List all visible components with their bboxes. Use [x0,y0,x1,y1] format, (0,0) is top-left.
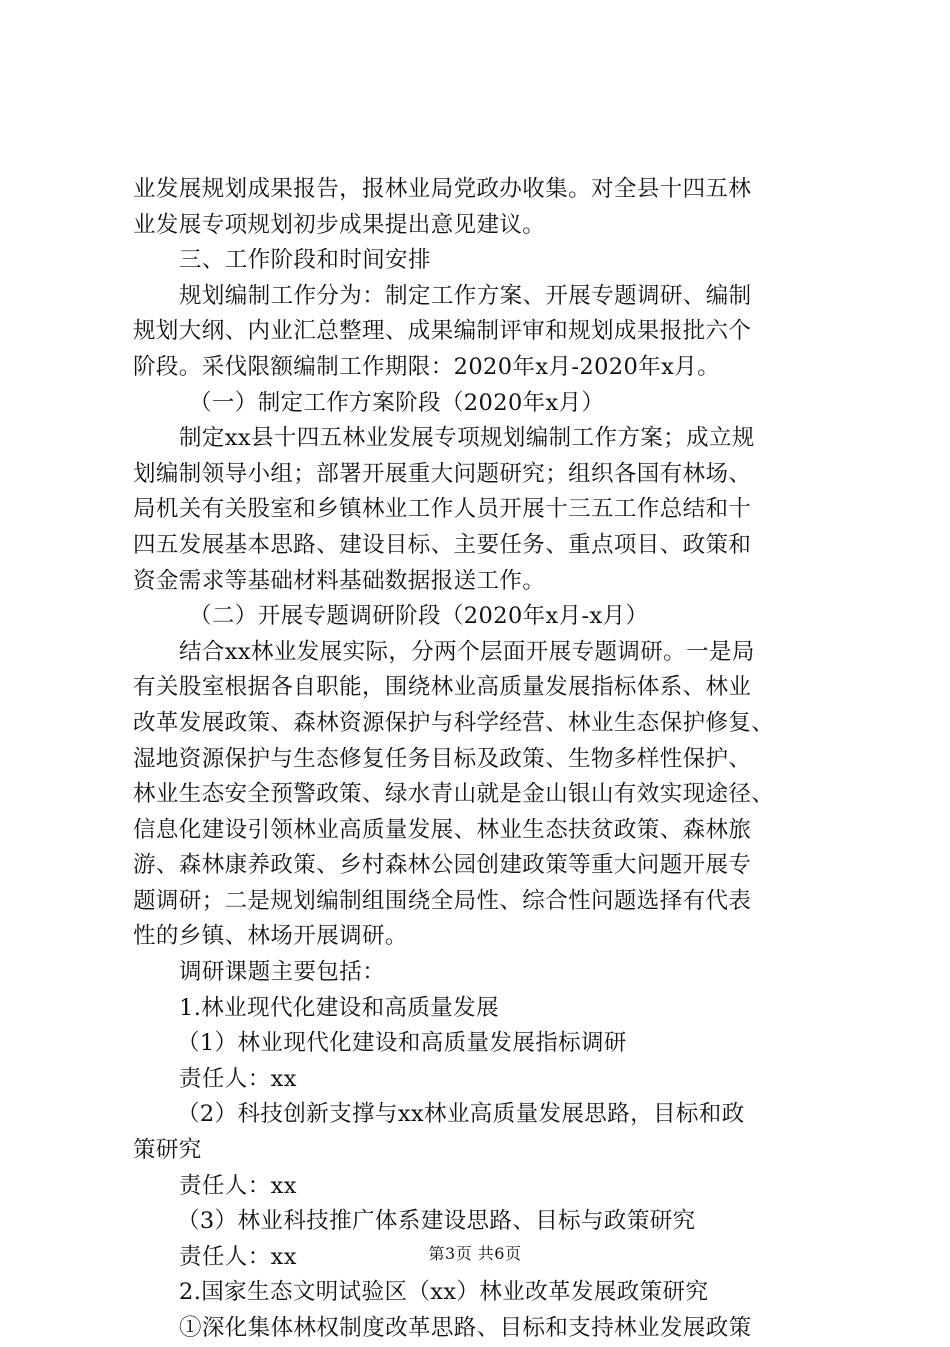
text-line: （2）科技创新支撑与xx林业高质量发展思路，目标和政 [177,1101,745,1128]
text-line: 信息化建设引领林业高质量发展、林业生态扶贫政策、森林旅 [133,816,752,843]
text-line: 资金需求等基础材料基础数据报送工作。 [133,567,546,594]
text-line: 四五发展基本思路、建设目标、主要任务、重点项目、政策和 [133,531,752,558]
text-line: 题调研；二是规划编制组围绕全局性、综合性问题选择有代表 [133,887,752,914]
text-line: 三、工作阶段和时间安排 [179,247,431,274]
text-line: 性的乡镇、林场开展调研。 [133,923,408,950]
text-line: 责任人：xx [179,1065,297,1092]
text-line: 制定xx县十四五林业发展专项规划编制工作方案；成立规 [179,425,755,452]
text-line: 划编制领导小组；部署开展重大问题研究；组织各国有林场、 [133,460,752,487]
text-line: 改革发展政策、森林资源保护与科学经营、林业生态保护修复、 [133,709,775,736]
text-line: 2.国家生态文明试验区（xx）林业改革发展政策研究 [179,1279,709,1306]
text-line: 责任人：xx [179,1172,297,1199]
text-line: 游、森林康养政策、乡村森林公园创建政策等重大问题开展专 [133,852,752,879]
text-line: 结合xx林业发展实际，分两个层面开展专题调研。一是局 [179,638,755,665]
text-line: （1）林业现代化建设和高质量发展指标调研 [177,1030,627,1057]
text-line: （3）林业科技推广体系建设思路、目标与政策研究 [177,1208,696,1235]
page-number-label: 第3页 共6页 [428,1244,522,1263]
text-line: 1.林业现代化建设和高质量发展 [179,994,499,1021]
text-line: 局机关有关股室和乡镇林业工作人员开展十三五工作总结和十 [133,496,752,523]
text-line: 责任人：xx [179,1243,297,1270]
document-body [133,172,833,1347]
text-line: 林业生态安全预警政策、绿水青山就是金山银山有效实现途径、 [133,781,775,808]
text-line: 策研究 [133,1137,202,1164]
text-line: 业发展专项规划初步成果提出意见建议。 [133,211,546,238]
text-line: 规划大纲、内业汇总整理、成果编制评审和规划成果报批六个 [133,318,752,345]
text-line: ①深化集体林权制度改革思路、目标和支持林业发展政策 [179,1315,752,1341]
text-line: 有关股室根据各自职能，围绕林业高质量发展指标体系、林业 [133,674,752,701]
text-line: （一）制定工作方案阶段（2020年x月） [189,389,605,416]
text-line: 调研课题主要包括： [179,959,386,986]
text-line: 规划编制工作分为：制定工作方案、开展专题调研、编制 [179,282,752,309]
page-footer [0,1244,950,1264]
text-line: 湿地资源保护与生态修复任务目标及政策、生物多样性保护、 [133,745,752,772]
text-line: 业发展规划成果报告，报林业局党政办收集。对全县十四五林 [133,176,752,202]
text-line: （二）开展专题调研阶段（2020年x月-x月） [189,603,649,630]
text-line: 阶段。采伐限额编制工作期限：2020年x月-2020年x月。 [133,353,721,380]
